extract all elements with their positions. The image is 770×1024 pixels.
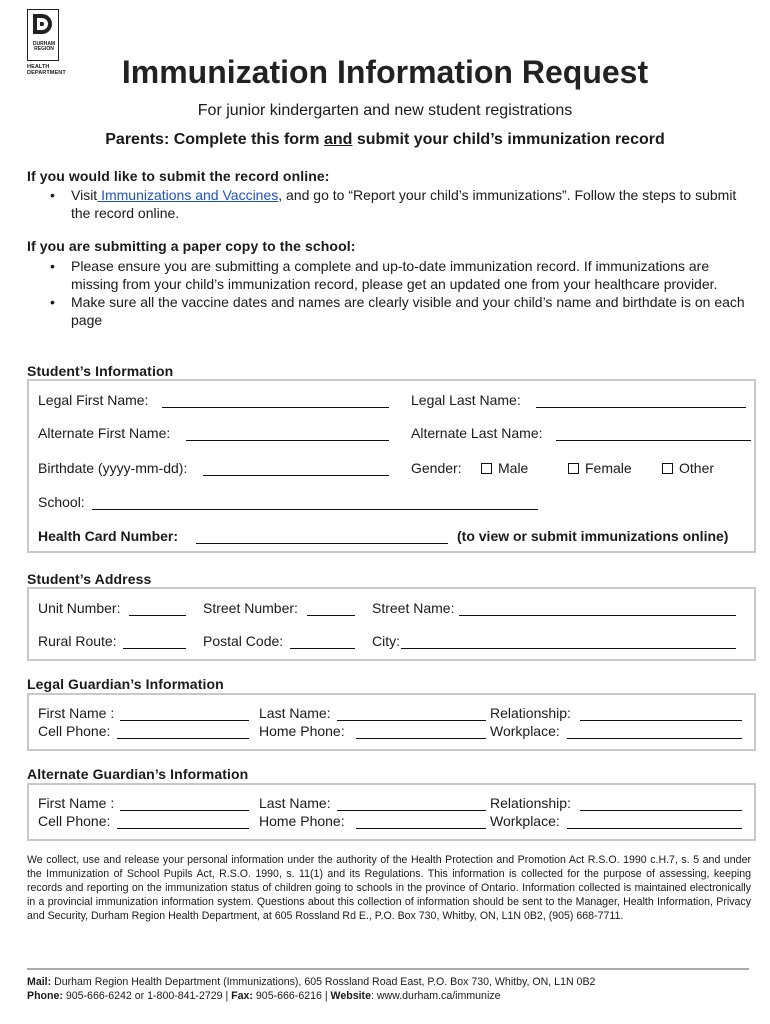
ag-workplace-label: Workplace: <box>490 813 560 829</box>
legal-last-name-label: Legal Last Name: <box>411 392 521 408</box>
school-field[interactable] <box>92 509 538 510</box>
online-heading: If you would like to submit the record online: <box>27 168 330 184</box>
footer-contact <box>27 975 595 1003</box>
unit-number-field[interactable] <box>129 615 186 616</box>
alternate-last-name-label: Alternate Last Name: <box>411 425 543 441</box>
health-card-note: (to view or submit immunizations online) <box>457 528 729 544</box>
lg-home-phone-field[interactable] <box>356 738 486 739</box>
street-name-label: Street Name: <box>372 600 455 616</box>
birthdate-label: Birthdate (yyyy-mm-dd): <box>38 460 188 476</box>
school-label: School: <box>38 494 85 510</box>
paper-bullet-2: • Make sure all the vaccine dates and names are clearly visible and your child’s name and birthdate is on each page <box>50 293 750 329</box>
other-checkbox[interactable] <box>662 463 673 474</box>
postal-code-field[interactable] <box>290 648 355 649</box>
footer-divider <box>27 968 749 970</box>
rural-route-label: Rural Route: <box>38 633 117 649</box>
ag-home-phone-field[interactable] <box>356 828 486 829</box>
parents-text-post: submit your child’s immunization record <box>352 131 665 148</box>
logo-text-health: HEALTH <box>27 64 50 70</box>
alt-guardian-box <box>27 783 756 841</box>
legal-guardian-heading: Legal Guardian’s Information <box>27 676 224 692</box>
legal-first-name-label: Legal First Name: <box>38 392 149 408</box>
parents-instruction <box>0 131 770 149</box>
ag-last-name-label: Last Name: <box>259 795 331 811</box>
phone-label: Phone: <box>27 990 63 1002</box>
gender-other-option[interactable] <box>662 460 714 476</box>
gender-female-label: Female <box>585 460 632 476</box>
parents-text-pre: Parents: Complete this form <box>105 131 324 148</box>
parents-text-and: and <box>323 131 353 148</box>
lg-last-name-label: Last Name: <box>259 705 331 721</box>
footer-mail-line <box>27 975 595 989</box>
ag-home-phone-label: Home Phone: <box>259 813 345 829</box>
ag-last-name-field[interactable] <box>337 810 486 811</box>
birthdate-field[interactable] <box>203 475 389 476</box>
address-box <box>27 587 756 661</box>
lg-last-name-field[interactable] <box>337 720 486 721</box>
legal-first-name-field[interactable] <box>162 407 389 408</box>
lg-workplace-label: Workplace: <box>490 723 560 739</box>
footer-phone-line <box>27 989 595 1003</box>
female-checkbox[interactable] <box>568 463 579 474</box>
alternate-first-name-label: Alternate First Name: <box>38 425 171 441</box>
ag-relationship-field[interactable] <box>580 810 742 811</box>
street-number-field[interactable] <box>307 615 355 616</box>
lg-relationship-label: Relationship: <box>490 705 571 721</box>
logo-text-department: DEPARTMENT <box>27 70 66 76</box>
logo-text-durham: DURHAM <box>32 41 56 47</box>
postal-code-label: Postal Code: <box>203 633 284 649</box>
alt-guardian-heading: Alternate Guardian’s Information <box>27 766 249 782</box>
street-name-field[interactable] <box>459 615 736 616</box>
paper-bullet-1: • Please ensure you are submitting a complete and up-to-date immunization record. If immunizations are missing from your child’s immunization record, please get an updated one from your healthcare provider. <box>50 257 750 293</box>
health-card-label: Health Card Number: <box>38 528 179 544</box>
lg-cell-phone-field[interactable] <box>117 738 249 739</box>
privacy-statement: We collect, use and release your personal information under the authority of the Health Protection and Promotion Act R.S.O. 1990 c.H.7, s. 5 and under the Immunization of School Pupils Act, R.S.O. 1990, s. 11(1) and its Regulations. This information is collected for the purpose of assessing, keeping records and reporting on the immunization status of children going to schools in the province of Ontario. Information collected is maintained electronically in a provincial immunization information system. Questions about this collection of information should be sent to the Manager, Health Information, Privacy and Security, Durham Region Health Department, at 605 Rossland Rd E., P.O. Box 730, Whitby, ON, L1N 0B2, (905) 668-7711. <box>27 854 751 923</box>
ag-cell-phone-field[interactable] <box>117 828 249 829</box>
street-number-label: Street Number: <box>203 600 298 616</box>
ag-first-name-label: First Name : <box>38 795 115 811</box>
lg-workplace-field[interactable] <box>567 738 742 739</box>
unit-number-label: Unit Number: <box>38 600 121 616</box>
fax-label: Fax: <box>231 990 253 1002</box>
gender-other-label: Other <box>679 460 715 476</box>
ag-workplace-field[interactable] <box>567 828 742 829</box>
online-bullet-pre: Visit <box>71 187 98 203</box>
rural-route-field[interactable] <box>123 648 186 649</box>
legal-guardian-box <box>27 693 756 751</box>
paper-bullets <box>50 257 750 329</box>
male-checkbox[interactable] <box>481 463 492 474</box>
alternate-last-name-field[interactable] <box>556 440 751 441</box>
lg-first-name-label: First Name : <box>38 705 115 721</box>
lg-relationship-field[interactable] <box>580 720 742 721</box>
lg-cell-phone-label: Cell Phone: <box>38 723 111 739</box>
immunizations-vaccines-link[interactable]: Immunizations and Vaccines <box>97 187 279 203</box>
page-subtitle: For junior kindergarten and new student registrations <box>197 102 573 119</box>
phone-number: 905-666-6242 or 1-800-841-2729 | <box>62 990 232 1002</box>
student-info-heading: Student’s Information <box>27 363 174 379</box>
city-label: City: <box>372 633 400 649</box>
address-heading: Student’s Address <box>27 571 152 587</box>
durham-d-icon <box>31 13 55 35</box>
gender-male-label: Male <box>498 460 529 476</box>
student-info-box <box>27 379 756 553</box>
mail-address: Durham Region Health Department (Immunizations), 605 Rossland Road East, P.O. Box 730, Whitby, ON, L1N 0B2 <box>51 976 596 988</box>
ag-cell-phone-label: Cell Phone: <box>38 813 111 829</box>
gender-male-option[interactable] <box>481 460 528 476</box>
city-field[interactable] <box>401 648 736 649</box>
logo-text-region: REGION <box>34 46 54 52</box>
fax-number: 905-666-6216 | <box>252 990 331 1002</box>
health-card-field[interactable] <box>196 543 448 544</box>
lg-home-phone-label: Home Phone: <box>259 723 345 739</box>
website-url: : www.durham.ca/immunize <box>370 990 501 1002</box>
legal-last-name-field[interactable] <box>536 407 746 408</box>
online-bullet-post: , and go to “Report your child’s immunizations”. Follow the steps to submit the record online. <box>71 187 737 221</box>
online-bullet <box>50 186 750 222</box>
online-bullets <box>50 186 750 222</box>
mail-label: Mail: <box>27 976 52 988</box>
gender-label: Gender: <box>411 460 462 476</box>
paper-heading: If you are submitting a paper copy to the school: <box>27 238 356 254</box>
gender-female-option[interactable] <box>568 460 632 476</box>
ag-relationship-label: Relationship: <box>490 795 571 811</box>
alternate-first-name-field[interactable] <box>186 440 389 441</box>
page-title: Immunization Information Request <box>121 54 649 90</box>
ag-first-name-field[interactable] <box>120 810 249 811</box>
lg-first-name-field[interactable] <box>120 720 249 721</box>
website-label: Website <box>330 990 371 1002</box>
